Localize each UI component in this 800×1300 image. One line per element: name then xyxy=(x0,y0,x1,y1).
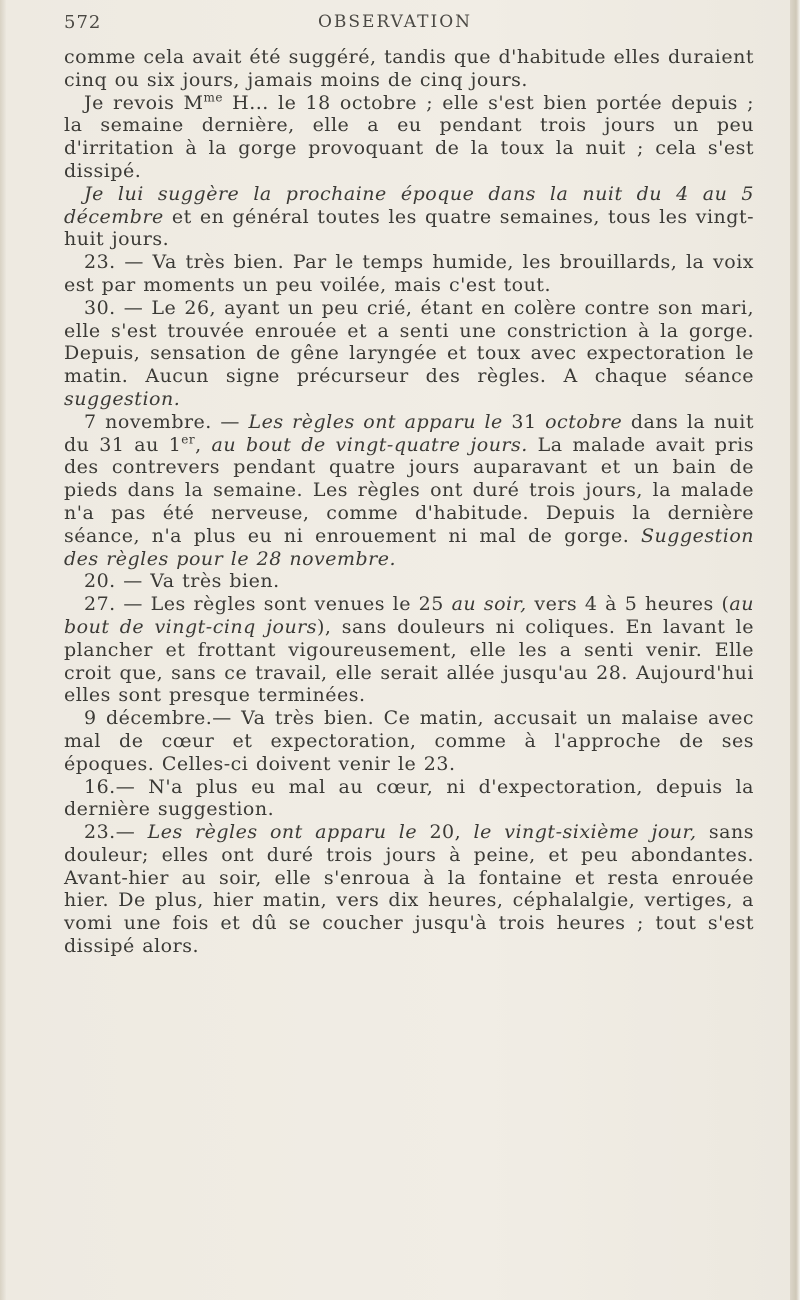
paragraph xyxy=(64,411,754,571)
paragraph xyxy=(64,593,754,707)
text-run: 9 décembre.— Va très bien. Ce matin, accusait un malaise avec mal de cœur et expectoration, comme à l'approche de ses époques. Celles-ci doivent venir le 23. xyxy=(64,707,754,775)
text-run: et en général toutes les quatre semaines, tous les vingt-huit jours. xyxy=(64,205,754,251)
italic-text: au bout de vingt-quatre jours. xyxy=(211,433,528,456)
paragraph xyxy=(64,183,754,251)
text-run: 16.— N'a plus eu mal au cœur, ni d'expectoration, depuis la dernière suggestion. xyxy=(64,775,754,821)
paragraph xyxy=(64,46,754,92)
text-run: Je revois M xyxy=(84,91,204,114)
italic-text: Les règles ont apparu le xyxy=(147,821,418,844)
text-run: 20. — Va très bien. xyxy=(84,570,280,593)
text-run: , xyxy=(195,433,212,456)
paragraph xyxy=(64,251,754,297)
text-run: H... le 18 octobre ; elle s'est bien portée depuis ; la semaine dernière, elle a eu pendant trois jours un peu d'irritation à la gorge provoquant de la toux la nuit ; cela s'est dissipé. xyxy=(64,91,754,182)
paragraph xyxy=(64,707,754,775)
paragraph xyxy=(64,92,754,183)
text-run: 27. — Les règles sont venues le 25 xyxy=(84,593,452,616)
page-header xyxy=(0,12,800,42)
paragraph xyxy=(64,570,754,593)
page-number: 572 xyxy=(64,12,102,33)
text-run: dans la nuit du 31 au 1 xyxy=(64,410,755,456)
italic-text: Les règles ont apparu le xyxy=(248,410,503,433)
page-right-edge xyxy=(790,0,800,1300)
text-run: 30. — Le 26, ayant un peu crié, étant en colère contre son mari, elle s'est trouvée enrouée et a senti une constriction à la gorge. Depuis, sensation de gêne laryngée et toux avec expectoration le matin. Aucun signe précurseur des règles. A chaque séance xyxy=(64,296,754,388)
text-run: vers 4 à 5 heures ( xyxy=(526,593,730,616)
text-run: comme cela avait été suggéré, tandis que d'habitude elles duraient cinq ou six jours, jamais moins de cinq jours. xyxy=(64,46,754,91)
text-run: 23. — Va très bien. Par le temps humide, les brouillards, la voix est par moments un peu voilée, mais c'est tout. xyxy=(64,251,754,296)
text-run: La malade avait pris des contrevers pendant quatre jours auparavant et un bain de pieds dans la semaine. Les règles ont duré trois jours, la malade n'a pas été nerveuse, comme d'habitude. Depuis la dernière séance, n'a plus eu ni enrouement ni mal de gorge. xyxy=(64,433,754,547)
text-run: sans douleur; elles ont duré trois jours à peine, et peu abondantes. Avant-hier au soir, elle s'enroua à la fontaine et resta enrouée hier. De plus, hier matin, vers dix heures, céphalalgie, vertiges, a vomi une fois et dû se coucher jusqu'à trois heures ; tout s'est dissipé alors. xyxy=(64,821,755,958)
italic-text: suggestion. xyxy=(64,387,181,410)
page-left-edge xyxy=(0,0,6,1300)
text-run: 20, xyxy=(417,821,474,844)
paragraph xyxy=(64,776,754,822)
italic-text: le vingt-sixième jour, xyxy=(473,821,697,844)
superscript-text: er xyxy=(181,432,196,447)
text-run: 31 xyxy=(502,410,546,433)
text-run: 7 novembre. — xyxy=(84,410,249,433)
italic-text: octobre xyxy=(545,410,623,433)
body-text xyxy=(64,46,754,958)
italic-text: Suggestion des règles pour le 28 novembre. xyxy=(64,524,754,570)
text-run: 23.— xyxy=(84,821,148,844)
italic-text: au soir, xyxy=(451,593,527,616)
text-run: ), sans douleurs ni coliques. En lavant le plancher et frottant vigoureusement, elle les a senti venir. Elle croit que, sans ce travail, elle serait allée jusqu'au 28. Aujourd'hui elles sont presque terminées. xyxy=(64,615,754,707)
paragraph xyxy=(64,821,754,958)
italic-text: Je lui suggère la prochaine époque dans la nuit du 4 au 5 décembre xyxy=(64,182,754,228)
italic-text: au bout de vingt-cinq jours xyxy=(64,593,754,638)
paragraph xyxy=(64,297,754,411)
superscript-text: me xyxy=(203,90,223,105)
running-title: OBSERVATION xyxy=(317,12,472,32)
